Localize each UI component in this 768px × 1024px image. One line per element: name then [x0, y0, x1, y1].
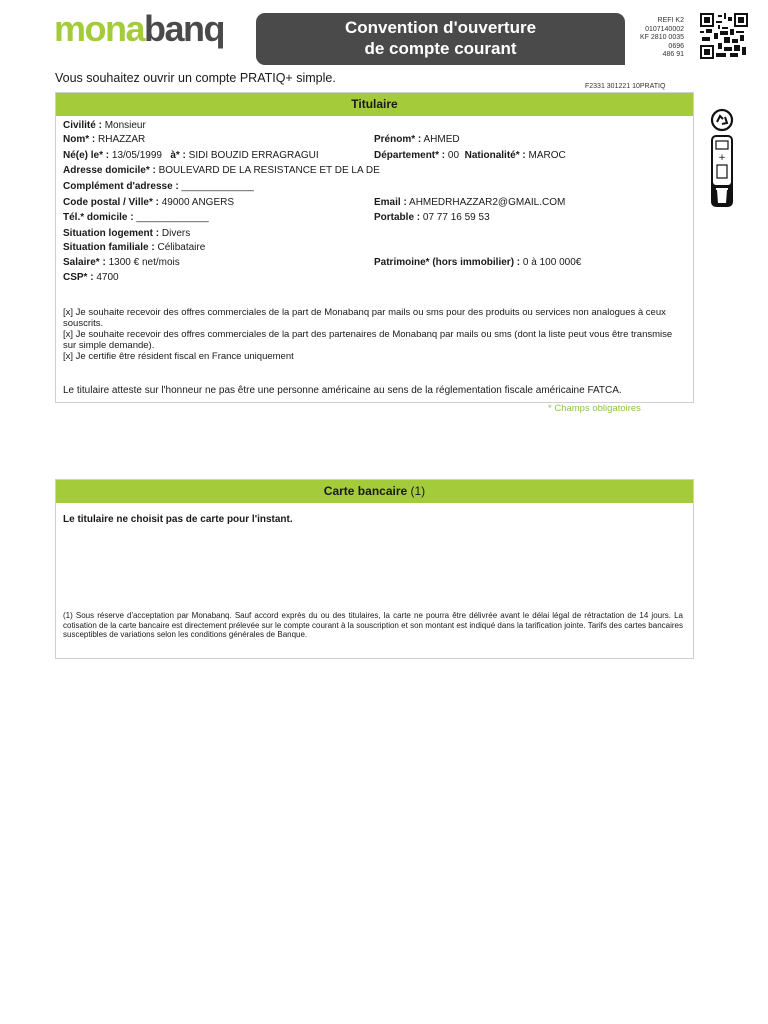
patrimoine-label: Patrimoine* (hors immobilier) : [374, 257, 521, 268]
title-line-2: de compte courant [364, 39, 517, 58]
familiale-row [63, 242, 205, 253]
recycling-info-icon [709, 108, 735, 208]
naissance-label: Né(e) le* : [63, 150, 110, 161]
email-label: Email : [374, 197, 407, 208]
carte-bancaire-section [55, 479, 694, 659]
titulaire-heading: Titulaire [56, 93, 693, 116]
salaire-label: Salaire* : [63, 257, 106, 268]
consent-option: [x] Je certifie être résident fiscal en France uniquement [63, 351, 294, 362]
intro-text: Vous souhaitez ouvrir un compte PRATIQ+ simple. [55, 71, 336, 85]
ref-code: 0696 [668, 42, 684, 50]
adresse-value: BOULEVARD DE LA RESISTANCE ET DE LA DE [158, 165, 380, 176]
form-reference: F2331 301221 10PRATIQ [585, 83, 666, 90]
adresse-row [63, 165, 380, 176]
familiale-value: Célibataire [157, 242, 206, 253]
consent-options [63, 307, 683, 362]
ref-code: KF 2810 0035 [640, 34, 684, 41]
carte-heading-footnote-ref: (1) [410, 484, 426, 498]
civilite-label: Civilité : [63, 120, 102, 131]
carte-heading-label: Carte bancaire [323, 484, 408, 498]
logement-label: Situation logement : [63, 228, 160, 239]
svg-text:+: + [718, 153, 726, 163]
familiale-label: Situation familiale : [63, 242, 155, 253]
nationalite-label: Nationalité* : [464, 150, 526, 161]
logo-part-banq: banq [144, 8, 225, 49]
portable-label: Portable : [374, 212, 421, 223]
email-value: AHMEDRHAZZAR2@GMAIL.COM [409, 197, 566, 208]
ref-code: REFI K2 [657, 17, 684, 24]
required-fields-note: * Champs obligatoires [548, 403, 641, 414]
naissance-row [63, 150, 319, 161]
reference-codes [626, 17, 684, 60]
csp-value: 4700 [96, 272, 119, 283]
logement-value: Divers [161, 228, 191, 239]
civilite-row [63, 120, 146, 131]
naissance-value: 13/05/1999 [111, 150, 162, 161]
consent-option: [x] Je souhaite recevoir des offres commerciales de la part de Monabanq par mails ou sms pour des produits ou services non analogues à ceux souscrits. [63, 307, 666, 329]
departement-label: Département* : [374, 150, 446, 161]
adresse-label: Adresse domicile* : [63, 165, 156, 176]
ref-code: 0107140002 [645, 25, 684, 33]
fatca-statement: Le titulaire atteste sur l'honneur ne pas être une personne américaine au sens de la réglementation fiscale américaine FATCA. [63, 385, 622, 396]
nom-label: Nom* : [63, 134, 96, 145]
cp-row [63, 197, 234, 208]
consent-option: [x] Je souhaite recevoir des offres commerciales de la part des partenaires de Monabanq par mails ou sms (dont la liste peut vous être transmise sur simple demande). [63, 329, 673, 351]
prenom-label: Prénom* : [374, 134, 422, 145]
title-line-1: Convention d'ouverture [344, 18, 537, 37]
lieu-value: SIDI BOUZID ERRAGRAGUI [188, 150, 319, 161]
patrimoine-value: 0 à 100 000€ [522, 257, 582, 268]
cp-value: 49000 ANGERS [161, 197, 234, 208]
cp-label: Code postal / Ville* : [63, 197, 159, 208]
ref-code: 486 91 [662, 51, 684, 58]
carte-heading [56, 480, 693, 503]
csp-label: CSP* : [63, 272, 94, 283]
logo-part-mona: mona [54, 8, 145, 49]
email-row [374, 197, 565, 208]
complement-label: Complément d'adresse : [63, 181, 179, 192]
titulaire-section [55, 92, 694, 403]
card-choice-note: Le titulaire ne choisit pas de carte pour l'instant. [63, 514, 293, 525]
monabanq-logo [54, 8, 224, 50]
csp-row [63, 272, 119, 283]
document-title [256, 13, 625, 65]
salaire-value: 1300 € net/mois [108, 257, 180, 268]
logement-row [63, 228, 190, 239]
departement-value: 00 [447, 150, 460, 161]
portable-row [374, 212, 490, 223]
tel-row [63, 212, 209, 223]
salaire-row [63, 257, 180, 268]
patrimoine-row [374, 257, 581, 268]
complement-value: _____________ [181, 181, 254, 192]
qr-code-icon [700, 13, 748, 59]
complement-row [63, 181, 254, 192]
prenom-value: AHMED [423, 134, 460, 145]
nom-value: RHAZZAR [98, 134, 146, 145]
lieu-label: à* : [170, 150, 186, 161]
card-footnote: (1) Sous réserve d'acceptation par Monabanq. Sauf accord exprès du ou des titulaires, la carte ne pourra être délivrée avant le délai légal de rétractation de 14 jours. La cotisation de la carte bancaire est directement prélevée sur le compte courant à la souscription et son montant est indiqué dans la tarification jointe. Tarifs des cartes bancaires susceptibles de variations selon les conditions générales de Banque. [63, 611, 683, 639]
nationalite-value: MAROC [528, 150, 566, 161]
tel-value: _____________ [136, 212, 209, 223]
prenom-row [374, 134, 460, 145]
departement-row [374, 150, 566, 161]
portable-value: 07 77 16 59 53 [422, 212, 490, 223]
nom-row [63, 134, 145, 145]
tel-label: Tél.* domicile : [63, 212, 134, 223]
civilite-value: Monsieur [104, 120, 146, 131]
